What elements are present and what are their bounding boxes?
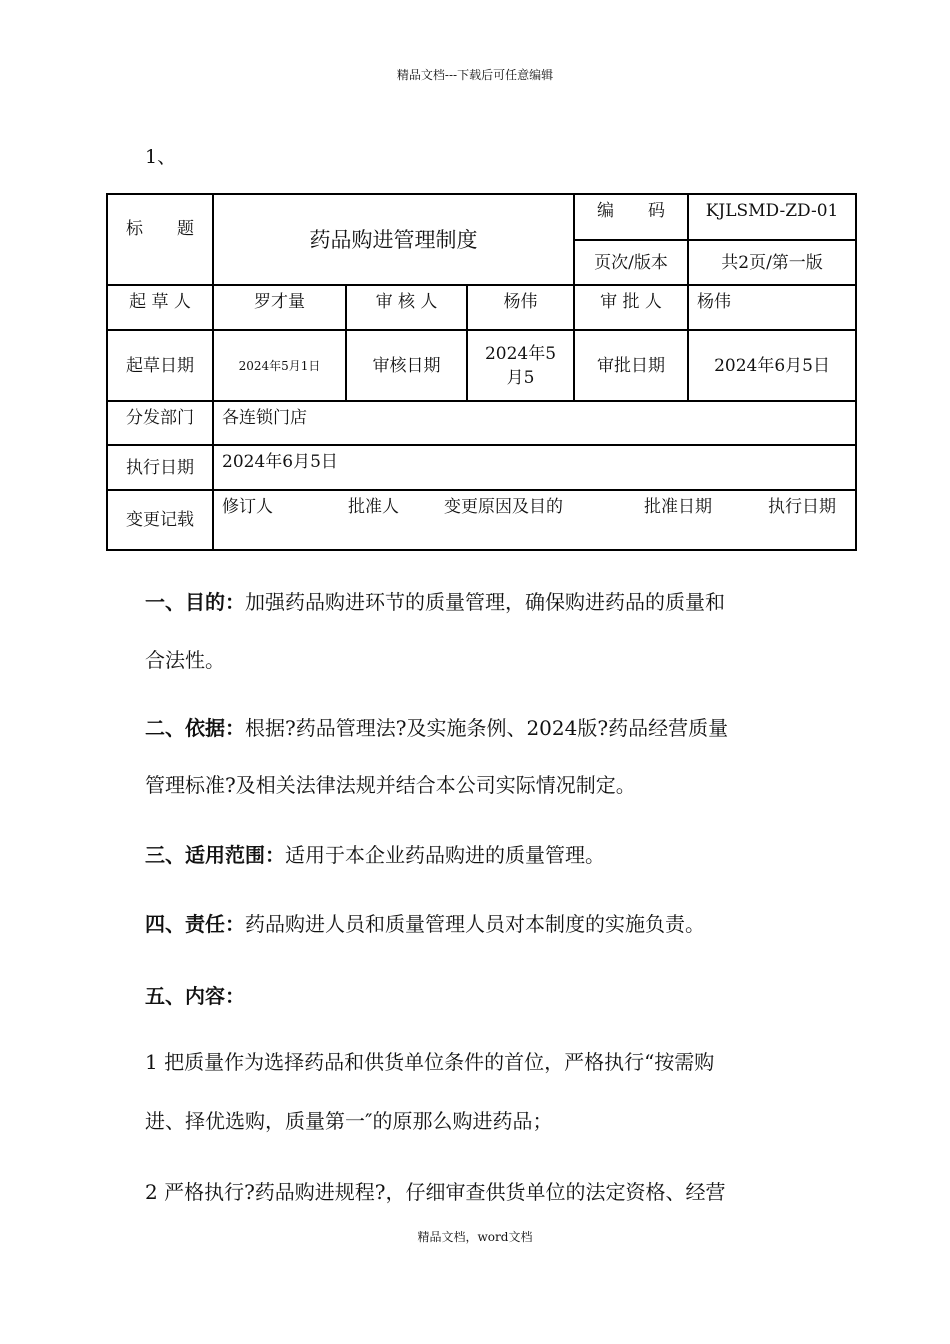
section-heading: 三、适用范围：: [145, 843, 285, 867]
footer-note: 精品文档，word文档: [417, 1230, 533, 1244]
content-item-2: 2 严格执行?药品购进规程?，仔细审查供货单位的法定资格、经营: [145, 1180, 726, 1204]
change-headers: [222, 495, 855, 519]
content-item-1-cont: 进、择优选购，质量第一″的原那么购进药品；: [145, 1109, 553, 1133]
section-heading: 五、内容：: [145, 984, 245, 1008]
draft-date-value: 2024年5月1日: [213, 330, 346, 401]
title-value: 药品购进管理制度: [213, 194, 574, 285]
code-label: 编 码: [574, 194, 688, 240]
section-basis: [145, 714, 810, 742]
review-date-label: 审核日期: [346, 330, 467, 401]
section-text: 适用于本企业药品购进的质量管理。: [285, 843, 605, 867]
document-number: 1、: [145, 146, 177, 168]
section-text: 药品购进人员和质量管理人员对本制度的实施负责。: [245, 912, 705, 936]
change-label: 变更记载: [107, 490, 213, 550]
title-label: 标 题: [107, 194, 213, 285]
content-item-1: 1 把质量作为选择药品和供货单位条件的首位，严格执行“按需购: [145, 1050, 715, 1074]
approver-label: 审 批 人: [574, 285, 688, 330]
reviewer-label: 审 核 人: [346, 285, 467, 330]
section-scope: [145, 841, 810, 869]
header-note: 精品文档---下载后可任意编辑: [396, 68, 554, 82]
page-version-label: 页次/版本: [574, 240, 688, 285]
section-responsibility: [145, 910, 810, 938]
approver-value: 杨伟: [688, 285, 856, 330]
review-date-value: 2024年5月5: [467, 330, 574, 401]
section-purpose: [145, 588, 810, 616]
change-header-approver: 批准人: [348, 497, 399, 517]
approve-date-label: 审批日期: [574, 330, 688, 401]
section-text: 加强药品购进环节的质量管理，确保购进药品的质量和: [245, 590, 725, 614]
change-record: [213, 490, 856, 550]
change-header-approve-date: 批准日期: [644, 497, 712, 517]
dept-value: 各连锁门店: [213, 401, 856, 445]
dept-label: 分发部门: [107, 401, 213, 445]
approve-date-value: 2024年6月5日: [688, 330, 856, 401]
code-value: KJLSMD-ZD-01: [688, 194, 856, 240]
section-purpose-cont: 合法性。: [145, 648, 225, 672]
exec-date-label: 执行日期: [107, 445, 213, 490]
reviewer-value: 杨伟: [467, 285, 574, 330]
exec-date-value: 2024年6月5日: [213, 445, 856, 490]
drafter-label: 起 草 人: [107, 285, 213, 330]
section-content: [145, 982, 810, 1010]
change-header-exec-date: 执行日期: [768, 497, 836, 517]
change-header-reviser: 修订人: [222, 497, 273, 517]
change-header-reason: 变更原因及目的: [444, 497, 563, 517]
section-heading: 四、责任：: [145, 912, 245, 936]
draft-date-label: 起草日期: [107, 330, 213, 401]
section-heading: 一、目的：: [145, 590, 245, 614]
section-text: 根据?药品管理法?及实施条例、2024版?药品经营质量: [245, 716, 729, 740]
document-info-table: [106, 193, 857, 551]
section-basis-cont: 管理标准?及相关法律法规并结合本公司实际情况制定。: [145, 773, 636, 797]
drafter-value: 罗才量: [213, 285, 346, 330]
section-heading: 二、依据：: [145, 716, 245, 740]
page-version-value: 共2页/第一版: [688, 240, 856, 285]
